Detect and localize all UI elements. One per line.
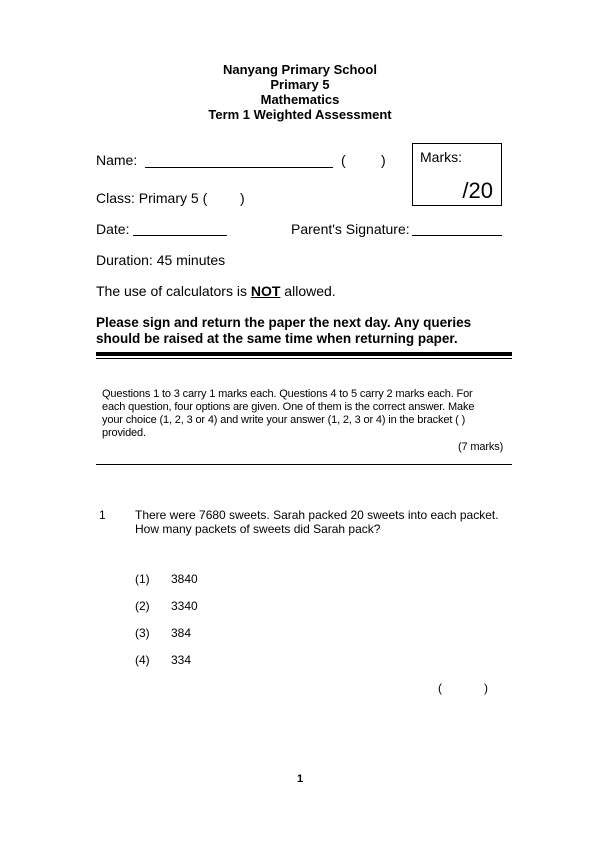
date-field[interactable] [133,235,227,236]
calculator-note-post: allowed. [280,283,336,299]
option-1-value: 3840 [171,572,198,586]
question-1-text-line-2: How many packets of sweets did Sarah pack? [135,522,381,536]
class-paren-close: ) [240,190,245,206]
level-title: Primary 5 [270,77,330,92]
section-divider-top [96,352,512,356]
option-3-value: 384 [171,626,192,640]
school-name: Nanyang Primary School [223,62,377,77]
section-divider-bottom [96,464,512,465]
subject-title: Mathematics [260,92,340,107]
option-4-number: (4) [135,653,150,667]
parent-signature-field[interactable] [412,235,502,236]
class-label: Class: Primary 5 ( [96,190,208,206]
answer-bracket-field[interactable] [446,679,482,697]
marks-total: /20 [462,178,493,203]
answer-bracket-close: ) [484,681,488,695]
index-paren-open: ( [341,152,346,168]
calculator-note-pre: The use of calculators is [96,283,251,299]
answer-bracket-open: ( [438,681,442,695]
question-1-number: 1 [99,508,106,522]
name-label: Name: [96,152,138,168]
instructions-line-2: each question, four options are given. One of them is the correct answer. Make [102,401,475,413]
option-4-value: 334 [171,653,192,667]
marks-label: Marks: [420,149,462,165]
notice-line-2: should be raised at the same time when returning paper. [96,331,458,346]
marks-box [412,143,502,206]
instructions-marks: (7 marks) [458,441,504,453]
instructions-line-4: provided. [102,427,146,439]
option-3-number: (3) [135,626,150,640]
option-1-number: (1) [135,572,150,586]
option-2-value: 3340 [171,599,198,613]
instructions-line-1: Questions 1 to 3 carry 1 marks each. Questions 4 to 5 carry 2 marks each. For [102,388,473,400]
calculator-note-not: NOT [250,283,281,299]
section-divider-top-thin [96,358,512,359]
option-2-number: (2) [135,599,150,613]
parent-signature-label: Parent's Signature: [291,221,410,237]
index-paren-close: ) [381,152,386,168]
date-label: Date: [96,221,130,237]
assessment-title: Term 1 Weighted Assessment [208,107,392,122]
instructions-line-3: your choice (1, 2, 3 or 4) and write your answer (1, 2, 3 or 4) in the bracket ( ) [102,414,466,426]
notice-line-1: Please sign and return the paper the next day. Any queries [96,315,472,330]
calculator-note [96,283,336,299]
question-1-text-line-1: There were 7680 sweets. Sarah packed 20 sweets into each packet. [135,508,499,522]
name-field[interactable] [145,167,333,168]
page-number: 1 [296,773,304,785]
duration-text: Duration: 45 minutes [96,252,226,268]
